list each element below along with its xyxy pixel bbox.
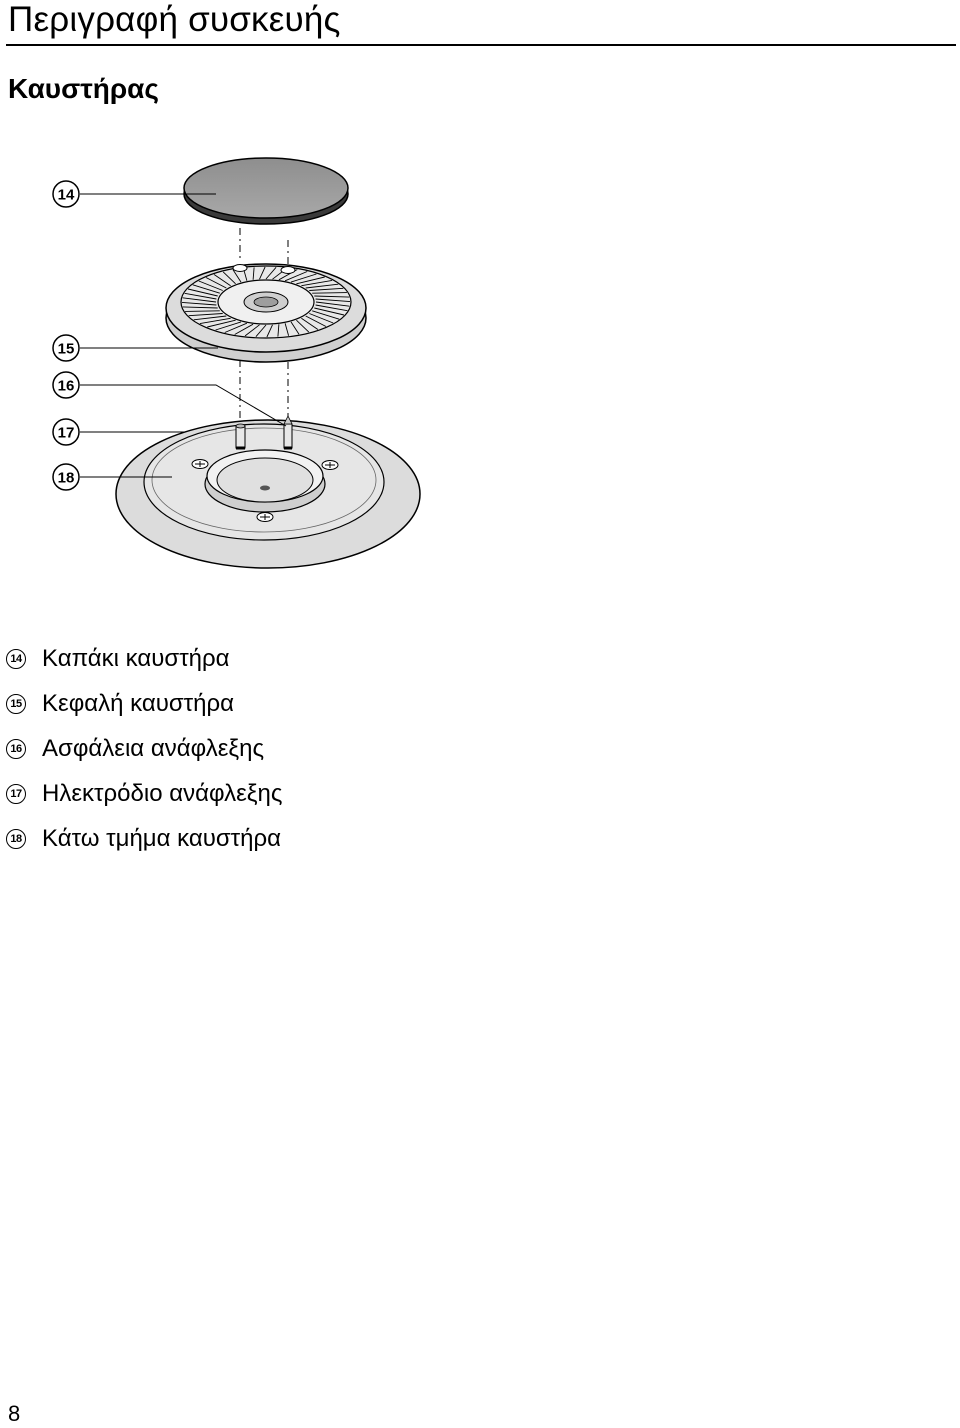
legend-item xyxy=(6,636,282,681)
parts-legend xyxy=(6,636,282,861)
burner-exploded-diagram xyxy=(0,130,480,590)
section-title: Καυστήρας xyxy=(8,73,159,104)
legend-number: 17 xyxy=(6,784,26,804)
screw xyxy=(257,513,273,522)
legend-item xyxy=(6,726,282,771)
svg-text:14: 14 xyxy=(57,186,75,204)
callout-18 xyxy=(53,464,79,490)
svg-text:17: 17 xyxy=(57,424,75,442)
ignition-safety xyxy=(236,424,245,448)
page-number: 8 xyxy=(8,1401,21,1426)
svg-text:18: 18 xyxy=(57,469,75,487)
page-title: Περιγραφή συσκευής xyxy=(8,0,341,39)
legend-number: 15 xyxy=(6,694,26,714)
screw xyxy=(192,460,208,469)
legend-label: Καπάκι καυστήρα xyxy=(42,644,230,672)
legend-label: Ασφάλεια ανάφλεξης xyxy=(42,734,265,762)
title-divider xyxy=(6,44,956,46)
svg-text:15: 15 xyxy=(57,340,75,358)
burner-base xyxy=(116,416,420,568)
callout-17 xyxy=(53,419,79,445)
legend-number: 16 xyxy=(6,739,26,759)
callout-15 xyxy=(53,335,79,361)
legend-number: 18 xyxy=(6,829,26,849)
ignition-electrode xyxy=(284,416,292,448)
burner-cap xyxy=(184,158,348,224)
callout-markers xyxy=(53,181,79,490)
legend-number: 14 xyxy=(6,649,26,669)
legend-item xyxy=(6,771,282,816)
svg-text:16: 16 xyxy=(57,377,75,395)
legend-label: Κάτω τμήμα καυστήρα xyxy=(42,824,282,852)
callout-14 xyxy=(53,181,79,207)
legend-label: Ηλεκτρόδιο ανάφλεξης xyxy=(42,779,283,807)
callout-16 xyxy=(53,372,79,398)
legend-item xyxy=(6,816,282,861)
screw xyxy=(322,461,338,470)
legend-item xyxy=(6,681,282,726)
burner-head xyxy=(166,264,366,362)
legend-label: Κεφαλή καυστήρα xyxy=(42,689,235,717)
